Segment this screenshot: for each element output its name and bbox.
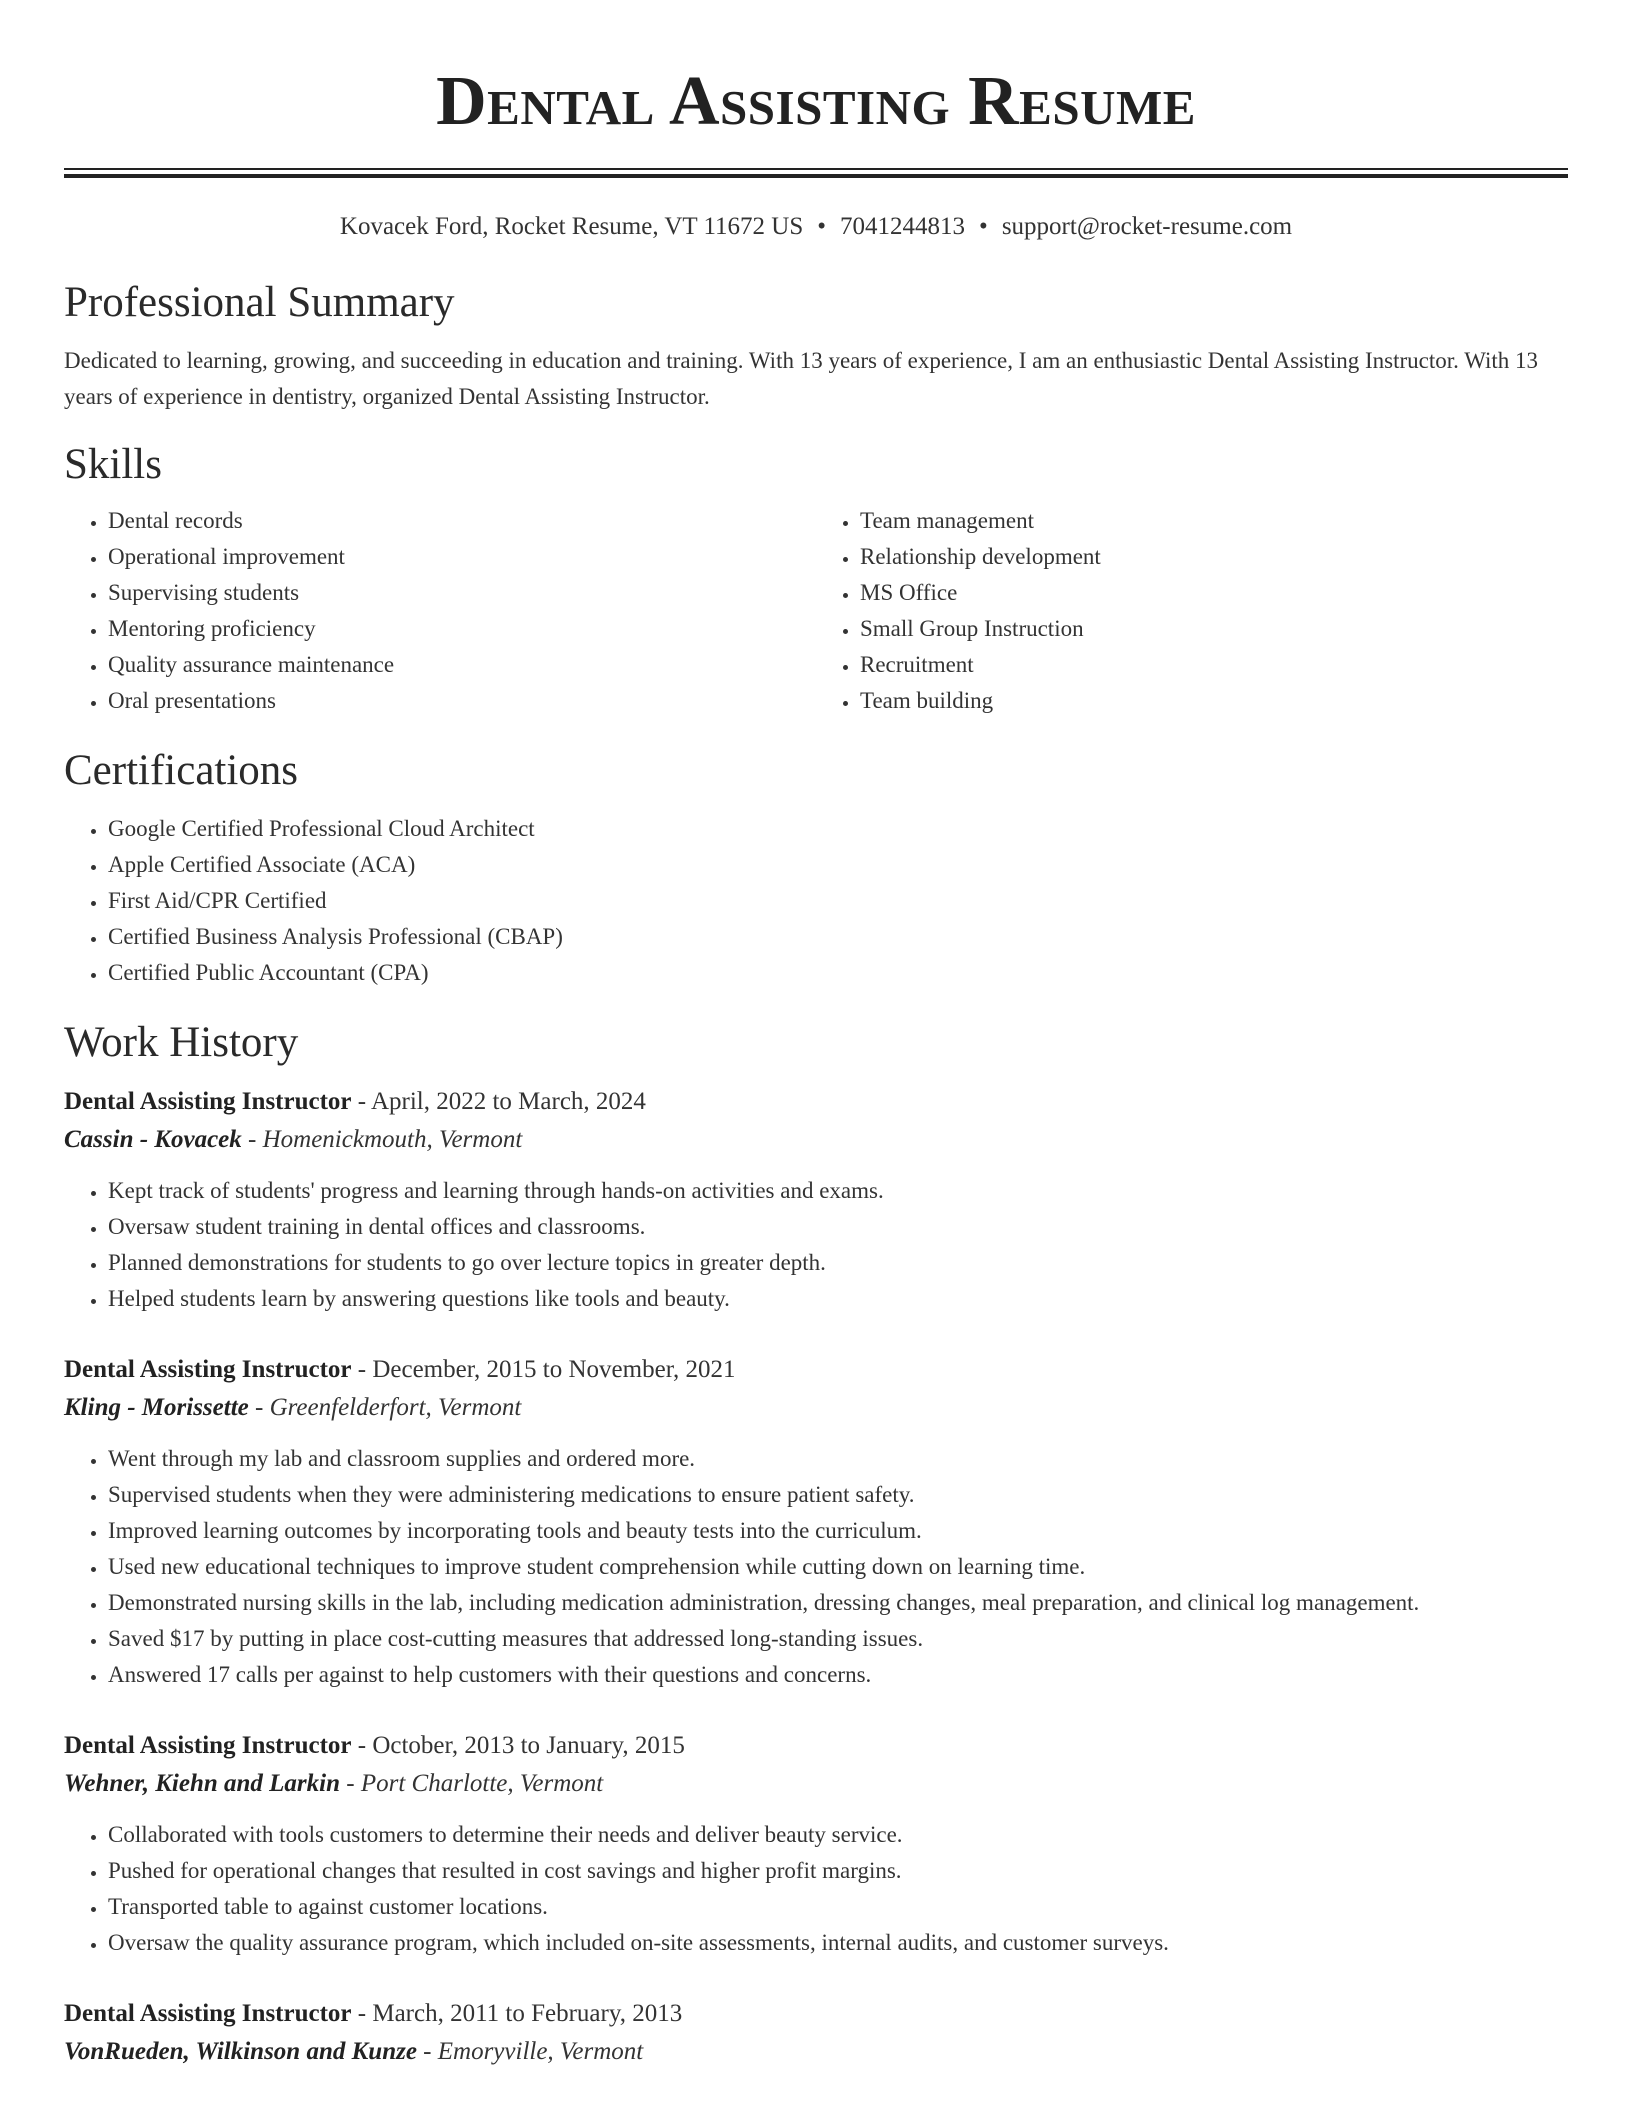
- job-company: Kling - Morissette: [64, 1394, 249, 1421]
- skill-item: • Quality assurance maintenance: [108, 647, 816, 683]
- job-title-line: [64, 1351, 1568, 1389]
- certifications-list: [64, 811, 1568, 991]
- job-bullet: • Supervised students when they were administering medications to ensure patient safety.: [108, 1477, 1568, 1513]
- job-location: - Port Charlotte, Vermont: [340, 1770, 604, 1797]
- job-location: - Homenickmouth, Vermont: [241, 1126, 523, 1153]
- skills-list-left: [64, 503, 816, 719]
- resume-page: [64, 0, 1568, 2071]
- skills-columns: [64, 503, 1568, 719]
- job-company-line: [64, 1765, 1568, 1803]
- skill-item: • Recruitment: [860, 647, 1568, 683]
- resume-title: Dental Assisting Resume: [436, 63, 1196, 140]
- title-double-rule: [64, 168, 1568, 178]
- skills-list-right: [816, 503, 1568, 719]
- skill-item: • Team building: [860, 683, 1568, 719]
- job-bullet: • Transported table to against customer locations.: [108, 1889, 1568, 1925]
- job-bullet: • Oversaw the quality assurance program, which included on-site assessments, internal audits, and customer surveys.: [108, 1925, 1568, 1961]
- job-company-line: [64, 2033, 1568, 2071]
- summary-text: Dedicated to learning, growing, and succeeding in education and training. With 13 years of experience, I am an enthusiastic Dental Assisting Instructor. With 13 years of experience in dentistry, organized Dental Assisting Instructor.: [64, 348, 1539, 409]
- skill-item: • Small Group Instruction: [860, 611, 1568, 647]
- job-title-line: [64, 1083, 1568, 1121]
- summary-heading: Professional Summary: [64, 279, 455, 326]
- skill-item: • Team management: [860, 503, 1568, 539]
- job-bullet: • Saved $17 by putting in place cost-cutting measures that addressed long-standing issues.: [108, 1621, 1568, 1657]
- job-bullet: • Planned demonstrations for students to go over lecture topics in greater depth.: [108, 1245, 1568, 1281]
- job-bullet: • Kept track of students' progress and learning through hands-on activities and exams.: [108, 1173, 1568, 1209]
- job-company: Cassin - Kovacek: [64, 1126, 242, 1153]
- job-bullet: • Pushed for operational changes that resulted in cost savings and higher profit margins.: [108, 1853, 1568, 1889]
- work-history-heading: Work History: [64, 1019, 299, 1066]
- job-entry: [64, 1727, 1568, 1961]
- job-bullets: [64, 1173, 1568, 1317]
- job-bullet: • Demonstrated nursing skills in the lab, including medication administration, dressing changes, meal preparation, and clinical log management.: [108, 1585, 1568, 1621]
- contact-email: support@rocket-resume.com: [1001, 213, 1293, 240]
- certification-item: • Google Certified Professional Cloud Architect: [108, 811, 1568, 847]
- skill-item: • Supervising students: [108, 575, 816, 611]
- skill-item: • Mentoring proficiency: [108, 611, 816, 647]
- certifications-heading: Certifications: [64, 747, 299, 794]
- job-company: VonRueden, Wilkinson and Kunze: [64, 2038, 417, 2065]
- job-title-line: [64, 1727, 1568, 1765]
- skill-item: • MS Office: [860, 575, 1568, 611]
- job-bullet: • Collaborated with tools customers to determine their needs and deliver beauty service.: [108, 1817, 1568, 1853]
- job-bullet: • Improved learning outcomes by incorporating tools and beauty tests into the curriculum.: [108, 1513, 1568, 1549]
- job-bullet: • Answered 17 calls per against to help customers with their questions and concerns.: [108, 1657, 1568, 1693]
- job-title-line: [64, 1995, 1568, 2033]
- contact-line: [64, 211, 1568, 243]
- job-bullets: [64, 1817, 1568, 1961]
- job-bullet: • Helped students learn by answering questions like tools and beauty.: [108, 1281, 1568, 1317]
- job-title: Dental Assisting Instructor: [64, 1356, 352, 1383]
- job-dates: - April, 2022 to March, 2024: [351, 1088, 646, 1115]
- certification-item: • Apple Certified Associate (ACA): [108, 847, 1568, 883]
- job-dates: - December, 2015 to November, 2021: [351, 1356, 736, 1383]
- job-location: - Greenfelderfort, Vermont: [248, 1394, 522, 1421]
- job-title: Dental Assisting Instructor: [64, 1732, 352, 1759]
- skill-item: • Dental records: [108, 503, 816, 539]
- job-bullet: • Used new educational techniques to improve student comprehension while cutting down on learning time.: [108, 1549, 1568, 1585]
- contact-address: Kovacek Ford, Rocket Resume, VT 11672 US: [339, 213, 804, 240]
- contact-separator: •: [979, 213, 988, 240]
- skill-item: • Relationship development: [860, 539, 1568, 575]
- job-entry: [64, 1351, 1568, 1693]
- skill-item: • Operational improvement: [108, 539, 816, 575]
- job-title: Dental Assisting Instructor: [64, 2000, 352, 2027]
- job-bullets: [64, 1441, 1568, 1693]
- job-location: - Emoryville, Vermont: [416, 2038, 644, 2065]
- skill-item: • Oral presentations: [108, 683, 816, 719]
- contact-phone: 7041244813: [840, 213, 966, 240]
- skills-heading: Skills: [64, 441, 162, 488]
- job-bullet: • Went through my lab and classroom supplies and ordered more.: [108, 1441, 1568, 1477]
- job-entry: [64, 1995, 1568, 2071]
- certification-item: • Certified Public Accountant (CPA): [108, 955, 1568, 991]
- certification-item: • First Aid/CPR Certified: [108, 883, 1568, 919]
- job-title: Dental Assisting Instructor: [64, 1088, 352, 1115]
- job-dates: - March, 2011 to February, 2013: [351, 2000, 683, 2027]
- contact-separator: •: [817, 213, 827, 240]
- certification-item: • Certified Business Analysis Professional (CBAP): [108, 919, 1568, 955]
- job-entry: [64, 1083, 1568, 1317]
- job-bullet: • Oversaw student training in dental offices and classrooms.: [108, 1209, 1568, 1245]
- job-company-line: [64, 1389, 1568, 1427]
- job-company: Wehner, Kiehn and Larkin: [64, 1770, 341, 1797]
- job-company-line: [64, 1121, 1568, 1159]
- job-dates: - October, 2013 to January, 2015: [351, 1732, 685, 1759]
